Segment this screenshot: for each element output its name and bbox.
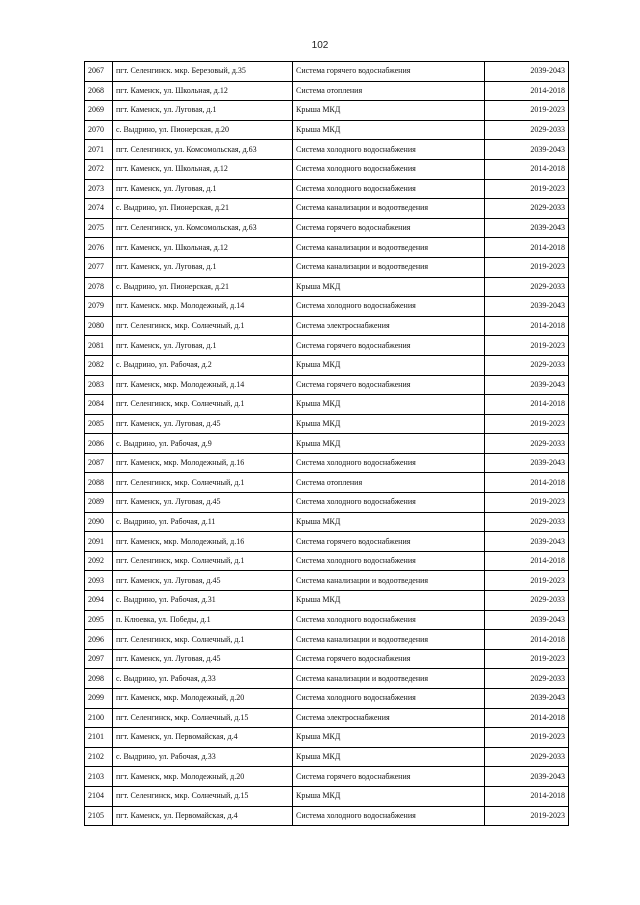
period-cell: 2014-2018 (485, 473, 569, 493)
period-cell: 2019-2023 (485, 257, 569, 277)
system-cell: Система электроснабжения (293, 316, 485, 336)
period-cell: 2029-2033 (485, 591, 569, 611)
period-cell: 2039-2043 (485, 62, 569, 82)
row-number-cell: 2069 (85, 101, 113, 121)
system-cell: Система холодного водоснабжения (293, 453, 485, 473)
system-cell: Система канализации и водоотведения (293, 257, 485, 277)
system-cell: Система горячего водоснабжения (293, 649, 485, 669)
address-cell: с. Выдрино, ул. Рабочая, д.33 (113, 669, 293, 689)
address-cell: пгт. Каменск, ул. Первомайская, д.4 (113, 806, 293, 826)
address-cell: с. Выдрино, ул. Рабочая, д.33 (113, 747, 293, 767)
row-number-cell: 2096 (85, 630, 113, 650)
system-cell: Система отопления (293, 81, 485, 101)
address-cell: пгт. Каменск, мкр. Молодежный, д.14 (113, 375, 293, 395)
system-cell: Система канализации и водоотведения (293, 238, 485, 258)
address-cell: с. Выдрино, ул. Рабочая, д.2 (113, 355, 293, 375)
period-cell: 2019-2023 (485, 806, 569, 826)
table-row (85, 512, 569, 532)
address-cell: пгт. Каменск, мкр. Молодежный, д.20 (113, 767, 293, 787)
period-cell: 2019-2023 (485, 414, 569, 434)
row-number-cell: 2100 (85, 708, 113, 728)
table-row (85, 649, 569, 669)
address-cell: пгт. Селенгинск, мкр. Солнечный, д.1 (113, 395, 293, 415)
table-row (85, 355, 569, 375)
table-row (85, 728, 569, 748)
table-row (85, 120, 569, 140)
row-number-cell: 2075 (85, 218, 113, 238)
row-number-cell: 2067 (85, 62, 113, 82)
address-cell: пгт. Каменск. мкр. Молодежный, д.14 (113, 297, 293, 317)
period-cell: 2019-2023 (485, 179, 569, 199)
address-cell: пгт. Каменск, ул. Луговая, д.1 (113, 336, 293, 356)
period-cell: 2039-2043 (485, 767, 569, 787)
system-cell: Система холодного водоснабжения (293, 551, 485, 571)
table-row (85, 434, 569, 454)
table-row (85, 218, 569, 238)
system-cell: Система канализации и водоотведения (293, 571, 485, 591)
address-cell: пгт. Каменск, мкр. Молодежный, д.16 (113, 453, 293, 473)
table-row (85, 375, 569, 395)
period-cell: 2029-2033 (485, 434, 569, 454)
table-row (85, 101, 569, 121)
system-cell: Система холодного водоснабжения (293, 610, 485, 630)
period-cell: 2019-2023 (485, 649, 569, 669)
period-cell: 2039-2043 (485, 453, 569, 473)
row-number-cell: 2094 (85, 591, 113, 611)
table-row (85, 159, 569, 179)
row-number-cell: 2103 (85, 767, 113, 787)
period-cell: 2014-2018 (485, 238, 569, 258)
row-number-cell: 2104 (85, 786, 113, 806)
system-cell: Система холодного водоснабжения (293, 159, 485, 179)
row-number-cell: 2093 (85, 571, 113, 591)
system-cell: Система канализации и водоотведения (293, 669, 485, 689)
row-number-cell: 2088 (85, 473, 113, 493)
table-row (85, 316, 569, 336)
table-row (85, 747, 569, 767)
table-row (85, 571, 569, 591)
address-cell: пгт. Каменск, ул. Луговая, д.1 (113, 257, 293, 277)
table-row (85, 199, 569, 219)
address-cell: пгт. Селенгинск, мкр. Солнечный, д.1 (113, 316, 293, 336)
system-cell: Система горячего водоснабжения (293, 62, 485, 82)
period-cell: 2039-2043 (485, 610, 569, 630)
row-number-cell: 2086 (85, 434, 113, 454)
row-number-cell: 2090 (85, 512, 113, 532)
row-number-cell: 2097 (85, 649, 113, 669)
table-row (85, 81, 569, 101)
table-row (85, 238, 569, 258)
row-number-cell: 2084 (85, 395, 113, 415)
system-cell: Крыша МКД (293, 434, 485, 454)
address-cell: пгт. Каменск, мкр. Молодежный, д.16 (113, 532, 293, 552)
system-cell: Крыша МКД (293, 414, 485, 434)
system-cell: Крыша МКД (293, 355, 485, 375)
row-number-cell: 2078 (85, 277, 113, 297)
period-cell: 2014-2018 (485, 551, 569, 571)
table-row (85, 689, 569, 709)
period-cell: 2014-2018 (485, 786, 569, 806)
table-row (85, 708, 569, 728)
system-cell: Крыша МКД (293, 747, 485, 767)
period-cell: 2014-2018 (485, 395, 569, 415)
row-number-cell: 2076 (85, 238, 113, 258)
period-cell: 2029-2033 (485, 669, 569, 689)
address-cell: пгт. Каменск, ул. Луговая, д.45 (113, 493, 293, 513)
period-cell: 2019-2023 (485, 728, 569, 748)
table-row (85, 473, 569, 493)
period-cell: 2029-2033 (485, 747, 569, 767)
system-cell: Система электроснабжения (293, 708, 485, 728)
table-row (85, 140, 569, 160)
system-cell: Система холодного водоснабжения (293, 140, 485, 160)
row-number-cell: 2085 (85, 414, 113, 434)
period-cell: 2039-2043 (485, 689, 569, 709)
row-number-cell: 2080 (85, 316, 113, 336)
address-cell: п. Клюевка, ул. Победы, д.1 (113, 610, 293, 630)
system-cell: Система канализации и водоотведения (293, 630, 485, 650)
period-cell: 2019-2023 (485, 101, 569, 121)
table-row (85, 493, 569, 513)
table-row (85, 453, 569, 473)
system-cell: Крыша МКД (293, 728, 485, 748)
system-cell: Крыша МКД (293, 101, 485, 121)
registry-table (84, 61, 569, 826)
address-cell: пгт. Каменск, ул. Школьная, д.12 (113, 238, 293, 258)
address-cell: пгт. Каменск, ул. Луговая, д.1 (113, 179, 293, 199)
address-cell: пгт. Каменск, ул. Школьная, д.12 (113, 81, 293, 101)
address-cell: с. Выдрино, ул. Пионерская, д.20 (113, 120, 293, 140)
table-row (85, 179, 569, 199)
system-cell: Система канализации и водоотведения (293, 199, 485, 219)
period-cell: 2014-2018 (485, 81, 569, 101)
period-cell: 2029-2033 (485, 199, 569, 219)
system-cell: Система холодного водоснабжения (293, 493, 485, 513)
address-cell: пгт. Каменск, ул. Луговая, д.45 (113, 649, 293, 669)
period-cell: 2019-2023 (485, 336, 569, 356)
table-row (85, 669, 569, 689)
row-number-cell: 2102 (85, 747, 113, 767)
table-row (85, 62, 569, 82)
system-cell: Крыша МКД (293, 277, 485, 297)
period-cell: 2039-2043 (485, 375, 569, 395)
row-number-cell: 2091 (85, 532, 113, 552)
system-cell: Система горячего водоснабжения (293, 532, 485, 552)
period-cell: 2014-2018 (485, 159, 569, 179)
row-number-cell: 2099 (85, 689, 113, 709)
row-number-cell: 2092 (85, 551, 113, 571)
period-cell: 2039-2043 (485, 140, 569, 160)
system-cell: Система холодного водоснабжения (293, 806, 485, 826)
address-cell: с. Выдрино, ул. Пионерская, д.21 (113, 277, 293, 297)
system-cell: Крыша МКД (293, 395, 485, 415)
address-cell: пгт. Селенгинск, мкр. Солнечный, д.15 (113, 786, 293, 806)
page-number: 102 (311, 40, 329, 51)
row-number-cell: 2101 (85, 728, 113, 748)
table-row (85, 395, 569, 415)
row-number-cell: 2087 (85, 453, 113, 473)
address-cell: пгт. Селенгинск, мкр. Солнечный, д.15 (113, 708, 293, 728)
system-cell: Система горячего водоснабжения (293, 767, 485, 787)
row-number-cell: 2081 (85, 336, 113, 356)
address-cell: пгт. Селенгинск, ул. Комсомольская, д.63 (113, 140, 293, 160)
system-cell: Крыша МКД (293, 591, 485, 611)
row-number-cell: 2083 (85, 375, 113, 395)
period-cell: 2029-2033 (485, 277, 569, 297)
period-cell: 2019-2023 (485, 493, 569, 513)
system-cell: Крыша МКД (293, 120, 485, 140)
row-number-cell: 2071 (85, 140, 113, 160)
period-cell: 2029-2033 (485, 355, 569, 375)
row-number-cell: 2105 (85, 806, 113, 826)
row-number-cell: 2098 (85, 669, 113, 689)
system-cell: Система горячего водоснабжения (293, 336, 485, 356)
table-row (85, 257, 569, 277)
row-number-cell: 2089 (85, 493, 113, 513)
table-row (85, 630, 569, 650)
address-cell: с. Выдрино, ул. Рабочая, д.31 (113, 591, 293, 611)
period-cell: 2014-2018 (485, 630, 569, 650)
period-cell: 2019-2023 (485, 571, 569, 591)
table-row (85, 414, 569, 434)
system-cell: Система горячего водоснабжения (293, 375, 485, 395)
system-cell: Крыша МКД (293, 512, 485, 532)
system-cell: Система холодного водоснабжения (293, 179, 485, 199)
row-number-cell: 2095 (85, 610, 113, 630)
table-row (85, 806, 569, 826)
address-cell: пгт. Каменск, мкр. Молодежный, д.20 (113, 689, 293, 709)
system-cell: Система холодного водоснабжения (293, 297, 485, 317)
address-cell: пгт. Каменск, ул. Луговая, д.45 (113, 414, 293, 434)
address-cell: с. Выдрино, ул. Рабочая, д.11 (113, 512, 293, 532)
table-row (85, 551, 569, 571)
row-number-cell: 2072 (85, 159, 113, 179)
period-cell: 2014-2018 (485, 316, 569, 336)
row-number-cell: 2068 (85, 81, 113, 101)
system-cell: Система холодного водоснабжения (293, 689, 485, 709)
address-cell: пгт. Селенгинск, мкр. Солнечный, д.1 (113, 630, 293, 650)
period-cell: 2029-2033 (485, 512, 569, 532)
table-row (85, 610, 569, 630)
address-cell: пгт. Каменск, ул. Школьная, д.12 (113, 159, 293, 179)
address-cell: с. Выдрино, ул. Рабочая, д.9 (113, 434, 293, 454)
row-number-cell: 2079 (85, 297, 113, 317)
table-row (85, 767, 569, 787)
system-cell: Система горячего водоснабжения (293, 218, 485, 238)
address-cell: пгт. Каменск, ул. Луговая, д.1 (113, 101, 293, 121)
table-row (85, 532, 569, 552)
address-cell: пгт. Селенгинск. мкр. Березовый, д.35 (113, 62, 293, 82)
address-cell: пгт. Селенгинск, мкр. Солнечный, д.1 (113, 473, 293, 493)
address-cell: пгт. Каменск, ул. Первомайская, д.4 (113, 728, 293, 748)
system-cell: Система отопления (293, 473, 485, 493)
table-row (85, 786, 569, 806)
address-cell: пгт. Селенгинск, ул. Комсомольская, д.63 (113, 218, 293, 238)
row-number-cell: 2077 (85, 257, 113, 277)
period-cell: 2039-2043 (485, 297, 569, 317)
period-cell: 2039-2043 (485, 532, 569, 552)
period-cell: 2039-2043 (485, 218, 569, 238)
table-row (85, 297, 569, 317)
row-number-cell: 2073 (85, 179, 113, 199)
period-cell: 2029-2033 (485, 120, 569, 140)
table-row (85, 336, 569, 356)
system-cell: Крыша МКД (293, 786, 485, 806)
address-cell: пгт. Каменск, ул. Луговая, д.45 (113, 571, 293, 591)
table-row (85, 277, 569, 297)
address-cell: пгт. Селенгинск, мкр. Солнечный, д.1 (113, 551, 293, 571)
period-cell: 2014-2018 (485, 708, 569, 728)
row-number-cell: 2082 (85, 355, 113, 375)
registry-table-body (85, 62, 569, 826)
row-number-cell: 2074 (85, 199, 113, 219)
table-row (85, 591, 569, 611)
address-cell: с. Выдрино, ул. Пионерская, д.21 (113, 199, 293, 219)
row-number-cell: 2070 (85, 120, 113, 140)
